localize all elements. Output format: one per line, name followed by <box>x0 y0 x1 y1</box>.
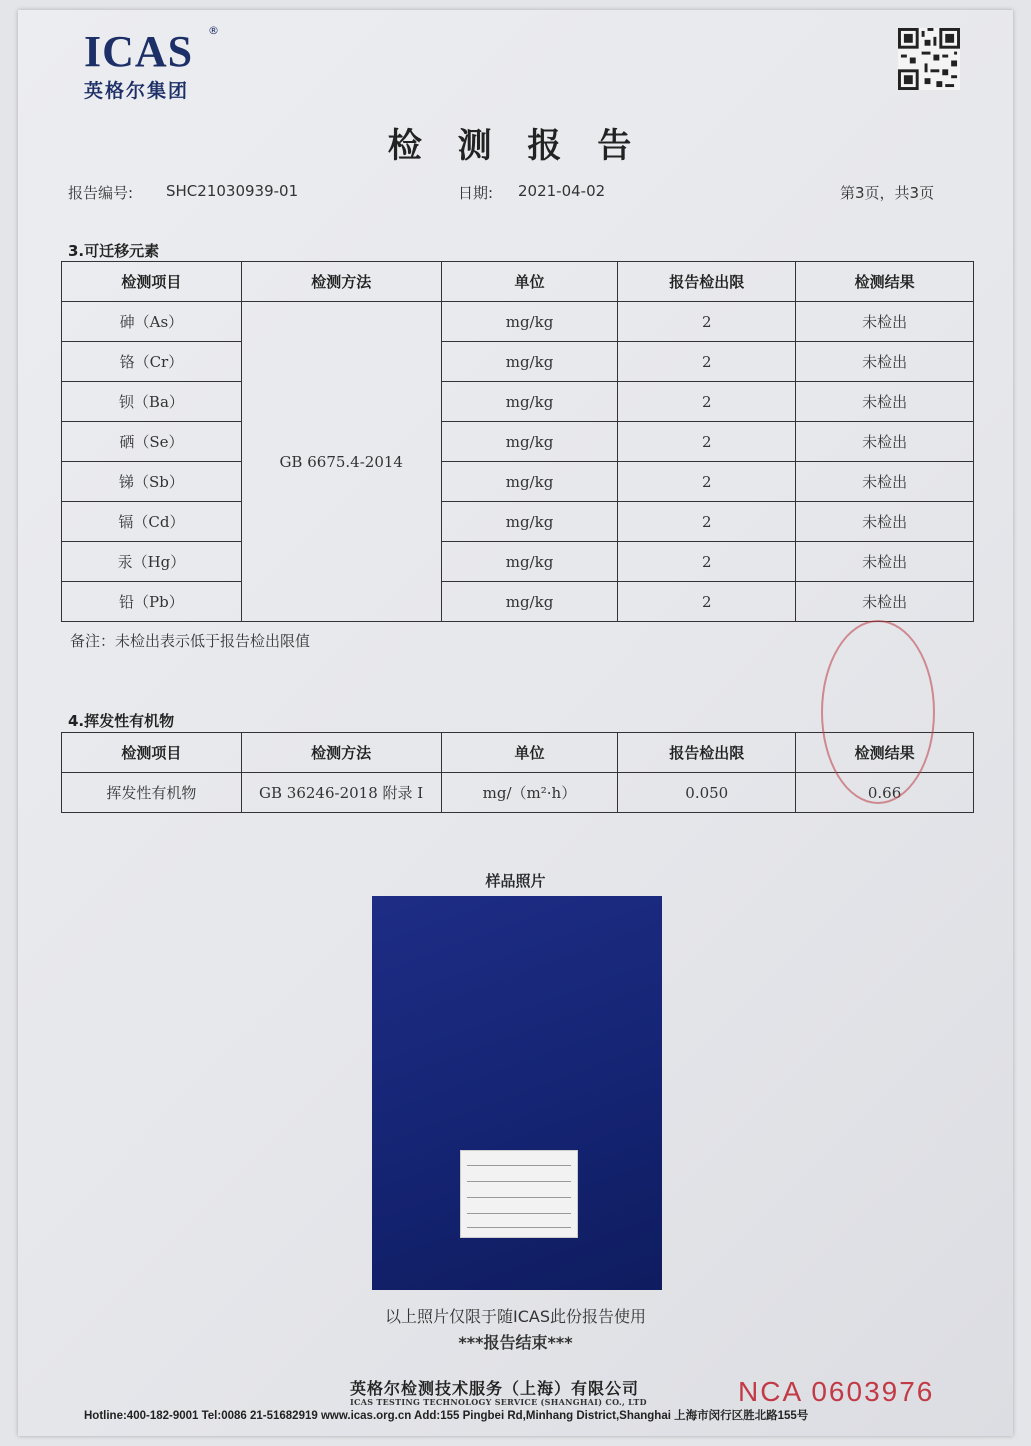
result-cell: 未检出 <box>796 462 974 502</box>
table-row <box>62 302 974 342</box>
limit-cell: 2 <box>618 582 796 622</box>
limit-cell: 2 <box>618 542 796 582</box>
result-cell: 未检出 <box>796 582 974 622</box>
table-row <box>62 773 974 813</box>
report-end: ***报告结束*** <box>458 1333 573 1352</box>
header-result: 检测结果 <box>796 733 974 773</box>
table-row <box>62 542 974 582</box>
table-row <box>62 342 974 382</box>
unit-cell: mg/kg <box>441 422 618 462</box>
limit-cell: 2 <box>618 302 796 342</box>
header-limit: 报告检出限 <box>618 733 796 773</box>
item-cell: 挥发性有机物 <box>62 773 242 813</box>
limit-cell: 2 <box>618 342 796 382</box>
unit-cell: mg/kg <box>441 342 618 382</box>
report-no-label: 报告编号: <box>68 184 134 202</box>
contact-line: Hotline:400-182-9001 Tel:0086 21-51682919 www.icas.org.cn Add:155 Pingbei Rd,Minhang District,Shanghai 上海市闵行区胜北路155号 <box>84 1410 809 1422</box>
result-cell: 0.66 <box>796 773 974 813</box>
item-cell: 铬（Cr） <box>62 342 242 382</box>
unit-cell: mg/kg <box>441 462 618 502</box>
method-cell: GB 36246-2018 附录 I <box>241 773 441 813</box>
header-limit: 报告检出限 <box>618 262 796 302</box>
item-cell: 硒（Se） <box>62 422 242 462</box>
limit-cell: 2 <box>618 422 796 462</box>
section3-note: 备注：未检出表示低于报告检出限值 <box>70 632 311 650</box>
result-cell: 未检出 <box>796 382 974 422</box>
item-cell: 钡（Ba） <box>62 382 242 422</box>
header-unit: 单位 <box>441 733 618 773</box>
report-page <box>18 10 1013 1436</box>
header-item: 检测项目 <box>62 262 242 302</box>
company-name-cn: 英格尔检测技术服务（上海）有限公司 <box>350 1379 640 1398</box>
item-cell: 砷（As） <box>62 302 242 342</box>
item-cell: 镉（Cd） <box>62 502 242 542</box>
result-cell: 未检出 <box>796 342 974 382</box>
limit-cell: 2 <box>618 382 796 422</box>
unit-cell: mg/（m²·h） <box>441 773 618 813</box>
header-result: 检测结果 <box>796 262 974 302</box>
table-row <box>62 502 974 542</box>
sample-photo <box>372 896 662 1290</box>
table-header-row <box>62 262 974 302</box>
item-cell: 铅（Pb） <box>62 582 242 622</box>
section3-title: 3.可迁移元素 <box>68 242 160 260</box>
unit-cell: mg/kg <box>441 502 618 542</box>
elements-table <box>61 261 974 622</box>
report-date: 2021-04-02 <box>518 182 606 200</box>
sample-label <box>460 1150 578 1238</box>
table-row <box>62 422 974 462</box>
photo-caption: 以上照片仅限于随ICAS此份报告使用 <box>385 1307 646 1326</box>
limit-cell: 2 <box>618 502 796 542</box>
unit-cell: mg/kg <box>441 582 618 622</box>
logo-subtitle: 英格尔集团 <box>84 80 190 102</box>
registered-mark: ® <box>208 24 219 37</box>
icas-logo: ICAS <box>84 27 194 76</box>
item-cell: 汞（Hg） <box>62 542 242 582</box>
header-unit: 单位 <box>441 262 618 302</box>
header-method: 检测方法 <box>241 733 441 773</box>
result-cell: 未检出 <box>796 302 974 342</box>
photo-title: 样品照片 <box>485 872 546 890</box>
result-cell: 未检出 <box>796 502 974 542</box>
page-info: 第3页，共3页 <box>840 184 935 202</box>
section4-title: 4.挥发性有机物 <box>68 712 175 730</box>
qr-code-icon <box>898 28 960 90</box>
header-method: 检测方法 <box>241 262 441 302</box>
date-label: 日期: <box>458 184 494 202</box>
nca-number: NCA 0603976 <box>738 1376 935 1407</box>
unit-cell: mg/kg <box>441 542 618 582</box>
report-no: SHC21030939-01 <box>166 182 299 200</box>
company-name-en: ICAS TESTING TECHNOLOGY SERVICE (SHANGHAI) CO., LTD <box>350 1397 647 1407</box>
header-item: 检测项目 <box>62 733 242 773</box>
result-cell: 未检出 <box>796 542 974 582</box>
table-row <box>62 382 974 422</box>
company-seal <box>821 620 935 804</box>
result-cell: 未检出 <box>796 422 974 462</box>
item-cell: 锑（Sb） <box>62 462 242 502</box>
method-cell: GB 6675.4-2014 <box>241 302 441 622</box>
table-row <box>62 462 974 502</box>
table-row <box>62 582 974 622</box>
report-title: 检 测 报 告 <box>387 126 644 166</box>
limit-cell: 2 <box>618 462 796 502</box>
limit-cell: 0.050 <box>618 773 796 813</box>
unit-cell: mg/kg <box>441 382 618 422</box>
unit-cell: mg/kg <box>441 302 618 342</box>
